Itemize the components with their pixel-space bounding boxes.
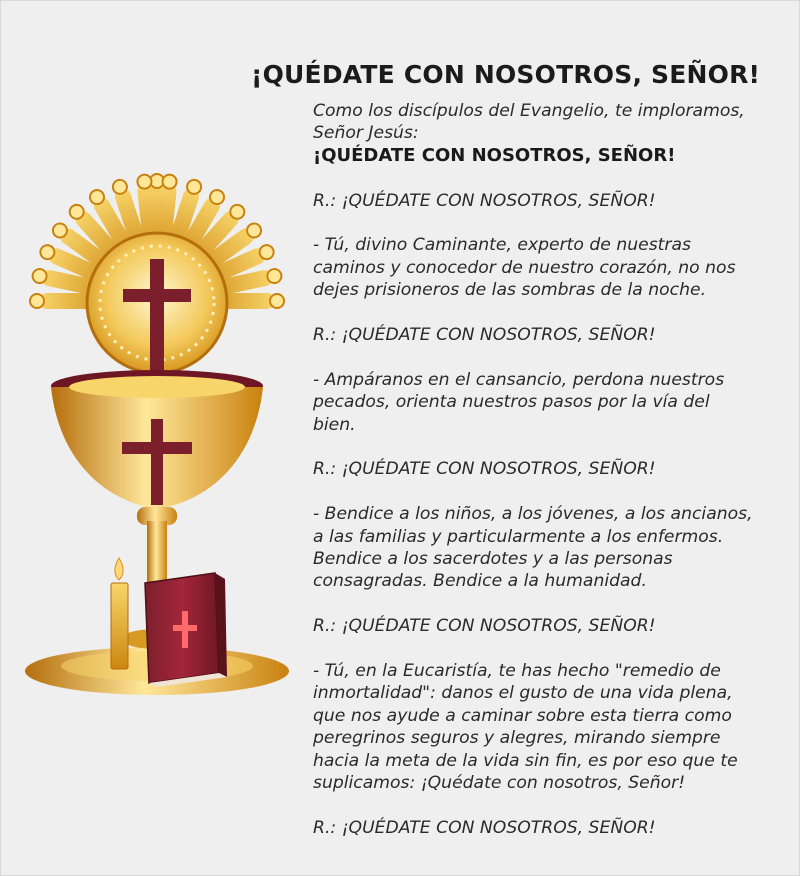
petition-1-line-1: - Tú, divino Caminante, experto de nuestras [313, 235, 691, 256]
intro-emphasis: ¡QUÉDATE CON NOSOTROS, SEÑOR! [313, 144, 676, 166]
prayer-content [313, 100, 793, 862]
petition-4-line-3: que nos ayude a caminar sobre esta tierra como [313, 705, 732, 726]
page-title: ¡QUÉDATE CON NOSOTROS, SEÑOR! [251, 60, 761, 89]
response-5: R.: ¡QUÉDATE CON NOSOTROS, SEÑOR! [313, 817, 656, 838]
response-2: R.: ¡QUÉDATE CON NOSOTROS, SEÑOR! [313, 325, 656, 346]
petition-3 [313, 503, 793, 593]
response-1: R.: ¡QUÉDATE CON NOSOTROS, SEÑOR! [313, 190, 656, 211]
petition-4-line-1: - Tú, en la Eucaristía, te has hecho "remedio de [313, 661, 721, 682]
petition-4-line-5: hacia la meta de la vida sin fin, es por eso que te [313, 750, 738, 771]
petition-1-line-2: caminos y conocedor de nuestro corazón, no nos [313, 257, 736, 278]
host-cross-icon [87, 233, 227, 385]
petition-1 [313, 234, 793, 301]
prayer-intro [313, 100, 793, 167]
intro-line-2: Señor Jesús: [313, 123, 419, 144]
petition-4-line-6: suplicamos: ¡Quédate con nosotros, Señor! [313, 773, 686, 794]
petition-2-line-2: pecados, orienta nuestros pasos por la vía del [313, 392, 710, 413]
petition-3-line-1: - Bendice a los niños, a los jóvenes, a los ancianos, [313, 504, 753, 525]
petition-3-line-2: a las familias y particularmente a los enfermos. [313, 526, 724, 547]
petition-3-line-3: Bendice a los sacerdotes y a las personas [313, 549, 673, 570]
intro-line-1: Como los discípulos del Evangelio, te imploramos, [313, 101, 745, 121]
petition-2-line-1: - Ampáranos en el cansancio, perdona nuestros [313, 369, 725, 390]
petition-3-line-4: consagradas. Bendice a la humanidad. [313, 571, 647, 592]
response-4: R.: ¡QUÉDATE CON NOSOTROS, SEÑOR! [313, 616, 656, 637]
candle-icon [111, 558, 128, 669]
response-3: R.: ¡QUÉDATE CON NOSOTROS, SEÑOR! [313, 459, 656, 480]
eucharist-artwork [19, 171, 301, 699]
petition-1-line-3: dejes prisioneros de las sombras de la noche. [313, 280, 707, 301]
eucharist-illustration-icon [19, 171, 301, 699]
petition-2 [313, 369, 793, 436]
petition-4 [313, 660, 793, 794]
petition-4-line-4: peregrinos seguros y alegres, mirando siempre [313, 728, 721, 749]
petition-4-line-2: inmortalidad": danos el gusto de una vida plena, [313, 683, 733, 704]
petition-2-line-3: bien. [313, 414, 356, 435]
bible-icon [145, 573, 227, 687]
